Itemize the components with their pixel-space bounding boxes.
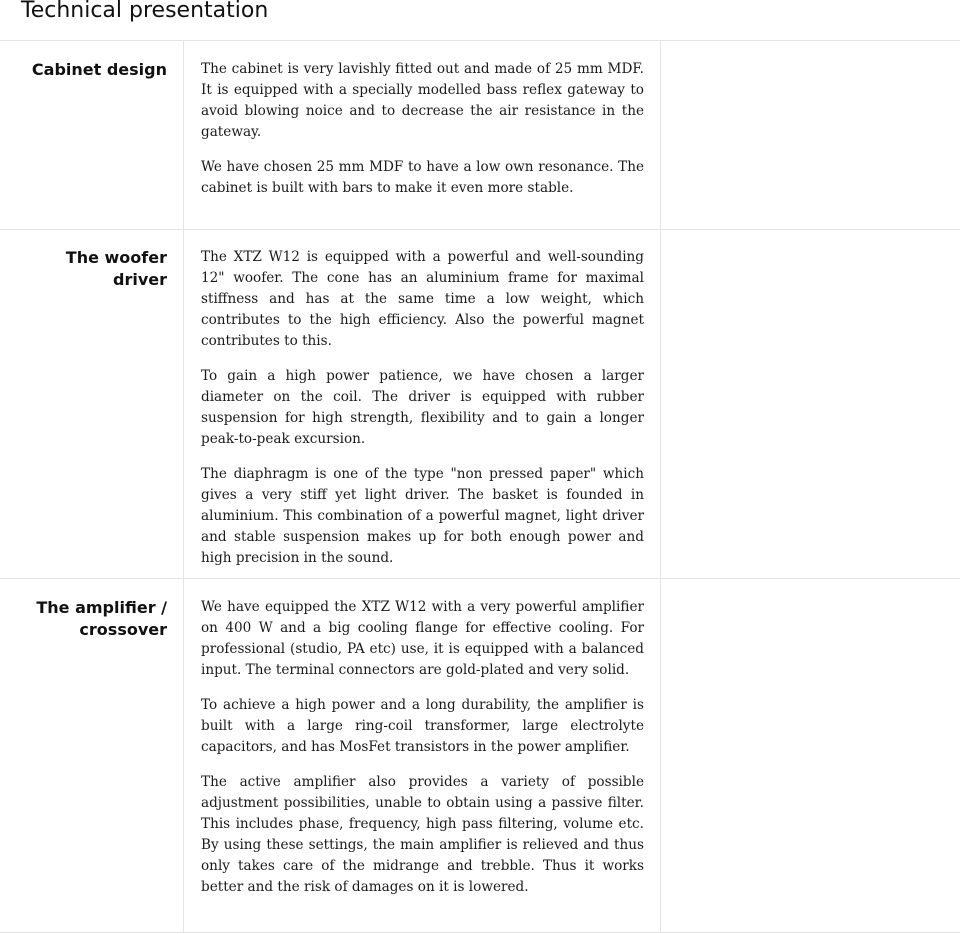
paragraph: The active amplifier also provides a variety of possible adjustment possibilities, unable to obtain using a passive filter. This includes phase, frequency, high pass filtering, volume etc. By using these settings, the main amplifier is relieved and thus only takes care of the midrange and trebble. Thus it works better and the risk of damages on it is lowered. <box>201 774 644 895</box>
paragraph: To gain a high power patience, we have chosen a larger diameter on the coil. The driver is equipped with rubber suspension for high strength, flexibility and to gain a longer peak-to-peak excursion. <box>201 368 644 447</box>
paragraph: To achieve a high power and a long durability, the amplifier is built with a large ring-coil transformer, large electrolyte capacitors, and has MosFet transistors in the power amplifier. <box>201 697 644 755</box>
column-divider <box>183 40 184 933</box>
paragraph: The cabinet is very lavishly fitted out and made of 25 mm MDF. It is equipped with a specially modelled bass reflex gateway to avoid blowing noice and to decrease the air resistance in the gateway. <box>201 61 644 140</box>
section-body-cabinet-design <box>201 59 644 199</box>
column-divider <box>660 40 661 933</box>
section-body-woofer-driver <box>201 247 644 569</box>
paragraph: We have chosen 25 mm MDF to have a low own resonance. The cabinet is built with bars to make it even more stable. <box>201 159 644 196</box>
row-divider <box>0 932 960 933</box>
section-label-cabinet-design: Cabinet design <box>31 60 167 79</box>
paragraph: The XTZ W12 is equipped with a powerful and well-sounding 12" woofer. The cone has an aluminium frame for maximal stiffness and has at the same time a low weight, which contributes to the high efficiency. Also the powerful magnet contributes to this. <box>201 249 644 349</box>
section-label-woofer-driver: The woofer driver <box>65 248 167 289</box>
paragraph: We have equipped the XTZ W12 with a very powerful amplifier on 400 W and a big cooling flange for effective cooling. For professional (studio, PA etc) use, it is equipped with a balanced input. The terminal connectors are gold-plated and very solid. <box>201 599 644 678</box>
paragraph: The diaphragm is one of the type "non pressed paper" which gives a very stiff yet light driver. The basket is founded in aluminium. This combination of a powerful magnet, light driver and stable suspension makes up for both enough power and high precision in the sound. <box>201 466 644 566</box>
section-body-amplifier-crossover <box>201 597 644 898</box>
row-divider <box>0 229 960 230</box>
section-label-amplifier-crossover: The amplifier / crossover <box>36 598 167 639</box>
page-title: Technical presentation <box>21 0 269 23</box>
row-divider <box>0 40 960 41</box>
spec-table <box>0 40 960 934</box>
row-divider <box>0 578 960 579</box>
